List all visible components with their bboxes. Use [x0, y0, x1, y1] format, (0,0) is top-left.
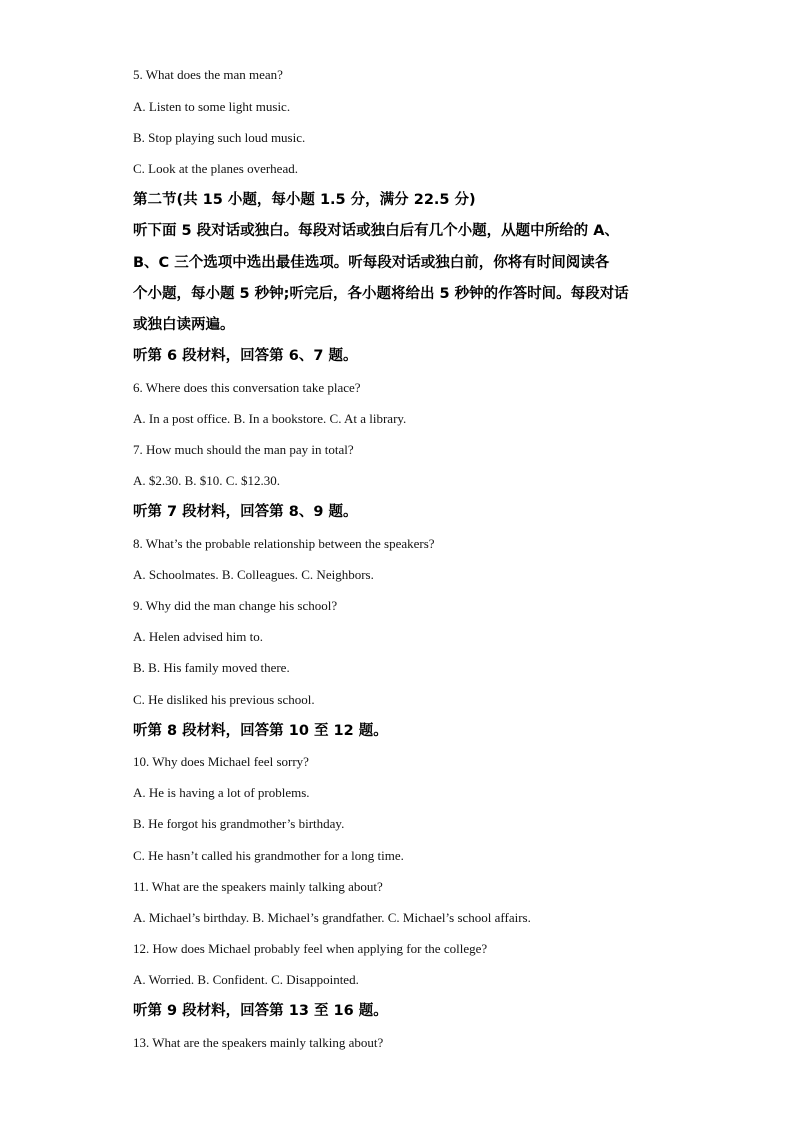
question-11: 11. What are the speakers mainly talking about? [133, 879, 383, 894]
section-heading: 第二节(共 15 小题，每小题 1.5 分，满分 22.5 分) [133, 192, 476, 208]
options-11: A. Michael’s birthday. B. Michael’s grandfather. C. Michael’s school affairs. [133, 910, 531, 925]
option-5c: C. Look at the planes overhead. [133, 161, 298, 176]
instructions-line-3: 个小题，每小题 5 秒钟;听完后，各小题将给出 5 秒钟的作答时间。每段对话 [133, 286, 629, 302]
instructions-line-2: B、C 三个选项中选出最佳选项。听每段对话或独白前，你将有时间阅读各 [133, 255, 610, 271]
option-5b: B. Stop playing such loud music. [133, 130, 306, 145]
material-6-heading: 听第 6 段材料，回答第 6、7 题。 [133, 348, 358, 364]
question-12: 12. How does Michael probably feel when applying for the college? [133, 941, 488, 956]
instructions-line-4: 或独白读两遍。 [133, 317, 235, 333]
material-8-heading: 听第 8 段材料，回答第 10 至 12 题。 [133, 723, 388, 739]
question-5: 5. What does the man mean? [133, 67, 283, 82]
options-6: A. In a post office. B. In a bookstore. C. At a library. [133, 411, 407, 426]
option-9c: C. He disliked his previous school. [133, 692, 315, 707]
question-7: 7. How much should the man pay in total? [133, 442, 354, 457]
question-9: 9. Why did the man change his school? [133, 598, 338, 613]
option-10c: C. He hasn’t called his grandmother for a long time. [133, 848, 404, 863]
question-13: 13. What are the speakers mainly talking about? [133, 1035, 384, 1050]
option-10a: A. He is having a lot of problems. [133, 785, 310, 800]
option-10b: B. He forgot his grandmother’s birthday. [133, 816, 345, 831]
option-5a: A. Listen to some light music. [133, 99, 291, 114]
question-6: 6. Where does this conversation take place? [133, 380, 361, 395]
material-7-heading: 听第 7 段材料，回答第 8、9 题。 [133, 504, 358, 520]
instructions-line-1: 听下面 5 段对话或独白。每段对话或独白后有几个小题，从题中所给的 A、 [133, 223, 619, 239]
options-8: A. Schoolmates. B. Colleagues. C. Neighbors. [133, 567, 374, 582]
question-8: 8. What’s the probable relationship between the speakers? [133, 536, 435, 551]
material-9-heading: 听第 9 段材料，回答第 13 至 16 题。 [133, 1003, 388, 1019]
question-10: 10. Why does Michael feel sorry? [133, 754, 309, 769]
option-9b: B. B. His family moved there. [133, 660, 290, 675]
option-9a: A. Helen advised him to. [133, 629, 263, 644]
options-12: A. Worried. B. Confident. C. Disappointed. [133, 972, 359, 987]
options-7: A. $2.30. B. $10. C. $12.30. [133, 473, 280, 488]
